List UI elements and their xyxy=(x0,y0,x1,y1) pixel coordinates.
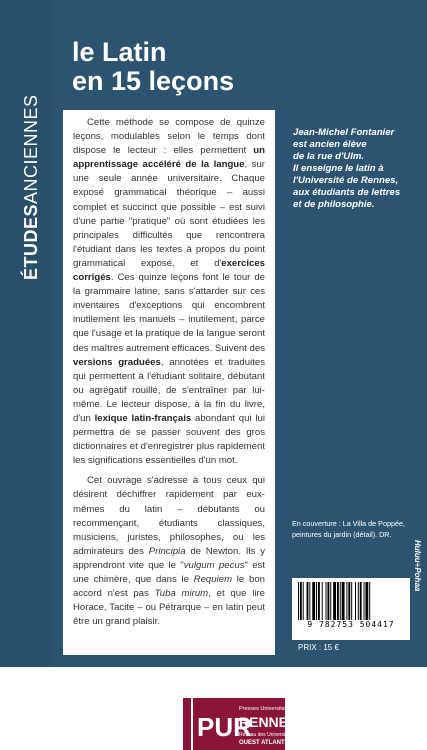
text-run: de Newton. Ils y apprendront vite que le " xyxy=(73,545,266,571)
emphasis-italic: vulgum pecus xyxy=(183,559,245,571)
description-text xyxy=(73,116,265,635)
author-bio-line: l'Université de Rennes, xyxy=(293,175,399,186)
barcode-bars xyxy=(298,582,402,620)
logo-line-3: Réseau des Universités xyxy=(239,732,292,738)
text-run: , sur une seule année universitaire. Chaque exposé grammatical théorique – aussi complet et succinct que possible – est suivi d'une partie "pratique" où sont étudiées les principales difficultés que rencontrera l'étudiant dans les textes à propos du point grammatical exposé, et d' xyxy=(73,159,265,269)
text-run: , annotées et traduites qui permettent à l'étudiant solitaire, débutant ou agrégatif rouillé, de s'entraîner par lui-même. Le lecteur dispose, à la fin du livre, d'un xyxy=(73,356,265,424)
cover-credit xyxy=(292,518,410,540)
text-run: le bon accord n'est pas xyxy=(73,574,265,600)
barcode-bar xyxy=(348,582,350,620)
emphasis-bold: lexique latin-français xyxy=(94,412,192,424)
series-label-text xyxy=(20,94,42,280)
barcode-bar xyxy=(340,582,341,620)
series-label xyxy=(20,40,42,280)
logo-rennes: RENNES xyxy=(239,714,298,730)
barcode-bar xyxy=(312,582,315,620)
barcode-bar xyxy=(342,582,345,620)
barcode-bar xyxy=(351,582,352,620)
barcode-bar xyxy=(364,582,365,620)
text-run: Cet ouvrage s'adresse à tous ceux qui désirent déchiffrer rapidement par eux-mêmes du latin – débutants ou recommençant, étudiants classiques, musiciens, juristes, philosophes, ou les admirateurs des xyxy=(73,475,265,557)
text-run: " est une chimère, que dans le xyxy=(73,559,265,585)
barcode-bar xyxy=(307,582,309,620)
cover-credit-line-1: En couverture : La Villa de Poppée, xyxy=(292,519,405,528)
description-panel xyxy=(63,110,300,746)
emphasis-italic: Principia xyxy=(148,545,186,557)
publisher-logo xyxy=(183,698,300,750)
barcode-bar xyxy=(316,582,317,620)
emphasis-bold: versions graduées xyxy=(73,356,161,368)
text-run: Cette méthode se compose de quinze leçons, modulables selon le temps dont dispose le lecteur : elles permettent xyxy=(73,117,265,157)
vertical-brand xyxy=(410,540,424,592)
barcode-bar xyxy=(322,582,323,620)
barcode-bar xyxy=(318,582,320,620)
author-bio-line: et de philosophie. xyxy=(293,199,375,210)
author-bio-line: de la rue d'Ulm. xyxy=(293,151,365,162)
author-bio-line: est ancien élève xyxy=(293,139,367,150)
barcode-bar xyxy=(309,582,310,620)
barcode-bar xyxy=(360,582,362,620)
isbn: ISBN 978- 2-7535-0441-7 xyxy=(298,629,390,638)
barcode-bar xyxy=(330,582,331,620)
barcode-bar xyxy=(300,582,302,620)
emphasis-italic: Tuba mirum xyxy=(154,588,209,600)
text-run: abondant qui lui permettra de se passer souvent des gros dictionnaires et d'enregistrer plus rapidement les significations essentielles d'un mot. xyxy=(73,412,265,467)
description-paragraph-1 xyxy=(73,116,265,468)
barcode-bar xyxy=(358,582,359,620)
author-bio-line: Il enseigne le latin à xyxy=(293,163,384,174)
author-bio xyxy=(293,127,423,211)
cover-credit-line-2: peintures du jardin (détail). DR. xyxy=(292,530,392,539)
barcode-bar xyxy=(303,582,304,620)
emphasis-italic: Requiem xyxy=(193,574,233,585)
text-run: , et que lire Horace, Tacite – ou Pétrarque – en latin peut être un grand plaisir. xyxy=(73,588,266,628)
barcode-bar xyxy=(326,582,327,620)
price: PRIX : 15 € xyxy=(298,643,339,652)
vertical-brand-text: Huluu+Pohaa xyxy=(413,540,422,592)
logo-line-4: OUEST ATLANTIQUE xyxy=(239,740,300,746)
series-light: ANCIENNES xyxy=(21,94,41,204)
barcode-bar xyxy=(327,582,329,620)
barcode-bar xyxy=(369,582,370,620)
barcode-bar xyxy=(337,582,339,620)
book-title xyxy=(72,38,234,96)
barcode-bar xyxy=(333,582,336,620)
emphasis-bold: un apprentissage accéléré de la langue xyxy=(73,145,265,171)
barcode-bar xyxy=(346,582,347,620)
text-run: . Ces quinze leçons font le tour de la grammaire latine, sans s'attarder sur ces inventaires d'exceptions qui encombrent inutilement les manuels – inutilement, parce que l'usage et la pratique de la langue seront des maîtres autrement efficaces. Suivent des xyxy=(73,272,265,354)
author-bio-line: aux étudiants de lettres xyxy=(293,187,401,198)
barcode-digits: 9 782753 504417 xyxy=(307,620,395,629)
title-line-1: le Latin xyxy=(72,37,167,67)
series-bold: ÉTUDES xyxy=(21,203,41,280)
barcode-bar xyxy=(355,582,356,620)
logo-left-bar xyxy=(183,698,191,750)
description-paragraph-2 xyxy=(73,474,265,629)
logo-line-1: Presses Universitaires xyxy=(239,706,294,712)
author-name: Jean-Michel Fontanier xyxy=(293,127,395,138)
logo-pur: PUR xyxy=(197,712,252,742)
title-line-2: en 15 leçons xyxy=(72,66,235,96)
emphasis-bold: exercices corrigés xyxy=(73,257,265,284)
barcode-bar xyxy=(365,582,368,620)
barcode-bar xyxy=(298,582,299,620)
